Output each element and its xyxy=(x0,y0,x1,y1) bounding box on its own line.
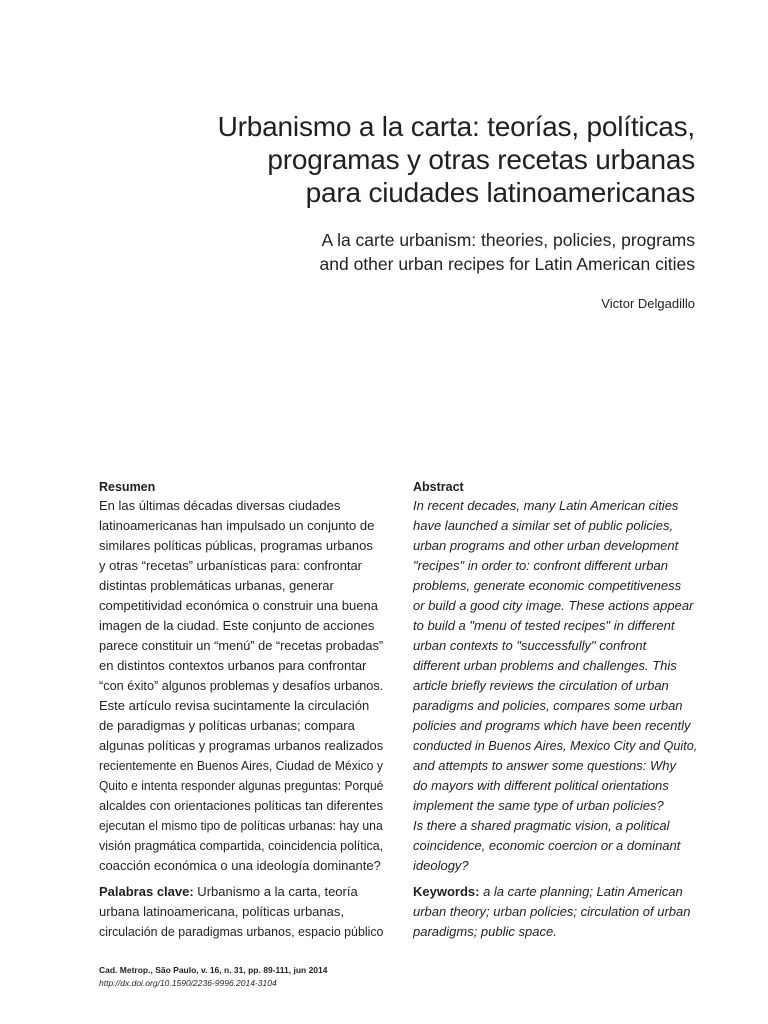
abstract-line: article briefly reviews the circulation of urban xyxy=(413,678,669,693)
abstract-line: and attempts to answer some questions: Why xyxy=(413,758,677,773)
abstract-line: different urban problems and challenges. This xyxy=(413,658,677,673)
page-footer xyxy=(99,964,327,990)
resumen-line: Quito e intenta responder algunas preguntas: Porqué xyxy=(99,778,384,793)
resumen-line: Este artículo revisa sucintamente la circulación xyxy=(99,698,370,713)
resumen-section xyxy=(99,478,383,942)
abstract-line: coincidence, economic coercion or a dominant xyxy=(413,838,681,853)
palabras-clave-label: Palabras clave: xyxy=(99,884,194,899)
palabras-clave xyxy=(99,882,383,942)
abstract-line: urban contexts to "successfully" confront xyxy=(413,638,647,653)
abstract-line: Is there a shared pragmatic vision, a political xyxy=(413,818,670,833)
abstract-line: urban programs and other urban development xyxy=(413,538,679,553)
resumen-heading: Resumen xyxy=(99,480,156,494)
abstract-line: do mayors with different political orientations xyxy=(413,778,669,793)
resumen-line: recientemente en Buenos Aires, Ciudad de México y xyxy=(99,758,383,773)
abstract-heading: Abstract xyxy=(413,480,464,494)
resumen-line: En las últimas décadas diversas ciudades xyxy=(99,498,341,513)
subtitle-line: A la carte urbanism: theories, policies, programs xyxy=(321,230,695,250)
abstract-line: conducted in Buenos Aires, Mexico City and Quito, xyxy=(413,738,698,753)
resumen-line: y otras “recetas” urbanísticas para: confrontar xyxy=(99,558,363,573)
keywords-line: urbana latinoamericana, políticas urbanas, xyxy=(99,904,344,919)
keywords-line: urban theory; urban policies; circulation of urban xyxy=(413,904,691,919)
abstract-body xyxy=(413,496,697,876)
abstract-line: implement the same type of urban policies? xyxy=(413,798,664,813)
resumen-line: competitividad económica o construir una buena xyxy=(99,598,378,613)
keywords xyxy=(413,882,697,942)
abstract-line: problems, generate economic competitiveness xyxy=(413,578,682,593)
keywords-text: a la carte planning; Latin American xyxy=(479,884,683,899)
resumen-line: imagen de la ciudad. Este conjunto de acciones xyxy=(99,618,375,633)
abstract-line: ideology? xyxy=(413,858,469,873)
resumen-body xyxy=(99,496,383,876)
resumen-line: alcaldes con orientaciones políticas tan diferentes xyxy=(99,798,384,813)
resumen-line: coacción económica o una ideología dominante? xyxy=(99,858,381,873)
palabras-clave-text: Urbanismo a la carta, teoría xyxy=(193,884,358,899)
abstract-line: In recent decades, many Latin American cities xyxy=(413,498,679,513)
keywords-label: Keywords: xyxy=(413,884,480,899)
article-title xyxy=(75,110,695,209)
resumen-line: parece constituir un “menú” de “recetas probadas” xyxy=(99,638,384,653)
keywords-line: circulación de paradigmas urbanos, espacio público xyxy=(99,924,384,939)
doi-link[interactable]: http://dx.doi.org/10.1590/2236-9996.2014-3104 xyxy=(99,978,277,988)
title-line: para ciudades latinoamericanas xyxy=(305,177,695,208)
abstract-line: "recipes" in order to: confront different urban xyxy=(413,558,668,573)
resumen-line: algunas políticas y programas urbanos realizados xyxy=(99,738,384,753)
abstract-line: have launched a similar set of public policies, xyxy=(413,518,674,533)
abstract-line: policies and programs which have been recently xyxy=(413,718,691,733)
resumen-line: “con éxito” algunos problemas y desafíos urbanos. xyxy=(99,678,384,693)
subtitle-line: and other urban recipes for Latin American cities xyxy=(319,254,695,274)
resumen-line: ejecutan el mismo tipo de políticas urbanas: hay una xyxy=(99,818,383,833)
resumen-line: similares políticas públicas, programas urbanos xyxy=(99,538,373,553)
abstract-line: to build a "menu of tested recipes" in different xyxy=(413,618,675,633)
abstract-line: or build a good city image. These actions appear xyxy=(413,598,694,613)
resumen-line: distintas problemáticas urbanas, generar xyxy=(99,578,334,593)
author-name: Victor Delgadillo xyxy=(601,296,695,311)
resumen-line: latinoamericanas han impulsado un conjunto de xyxy=(99,518,375,533)
resumen-line: de paradigmas y políticas urbanas; compara xyxy=(99,718,355,733)
title-line: Urbanismo a la carta: teorías, políticas, xyxy=(217,111,695,142)
resumen-line: visión pragmática compartida, coincidencia política, xyxy=(99,838,384,853)
resumen-line: en distintos contextos urbanos para confrontar xyxy=(99,658,367,673)
article-subtitle xyxy=(75,228,695,276)
journal-citation: Cad. Metrop., São Paulo, v. 16, n. 31, pp. 89-111, jun 2014 xyxy=(99,965,328,975)
abstract-section xyxy=(413,478,697,942)
keywords-line xyxy=(413,882,697,902)
title-line: programas y otras recetas urbanas xyxy=(267,144,695,175)
abstract-line: paradigms and policies, compares some urban xyxy=(413,698,683,713)
keywords-line xyxy=(99,882,383,902)
keywords-line: paradigms; public space. xyxy=(413,924,557,939)
